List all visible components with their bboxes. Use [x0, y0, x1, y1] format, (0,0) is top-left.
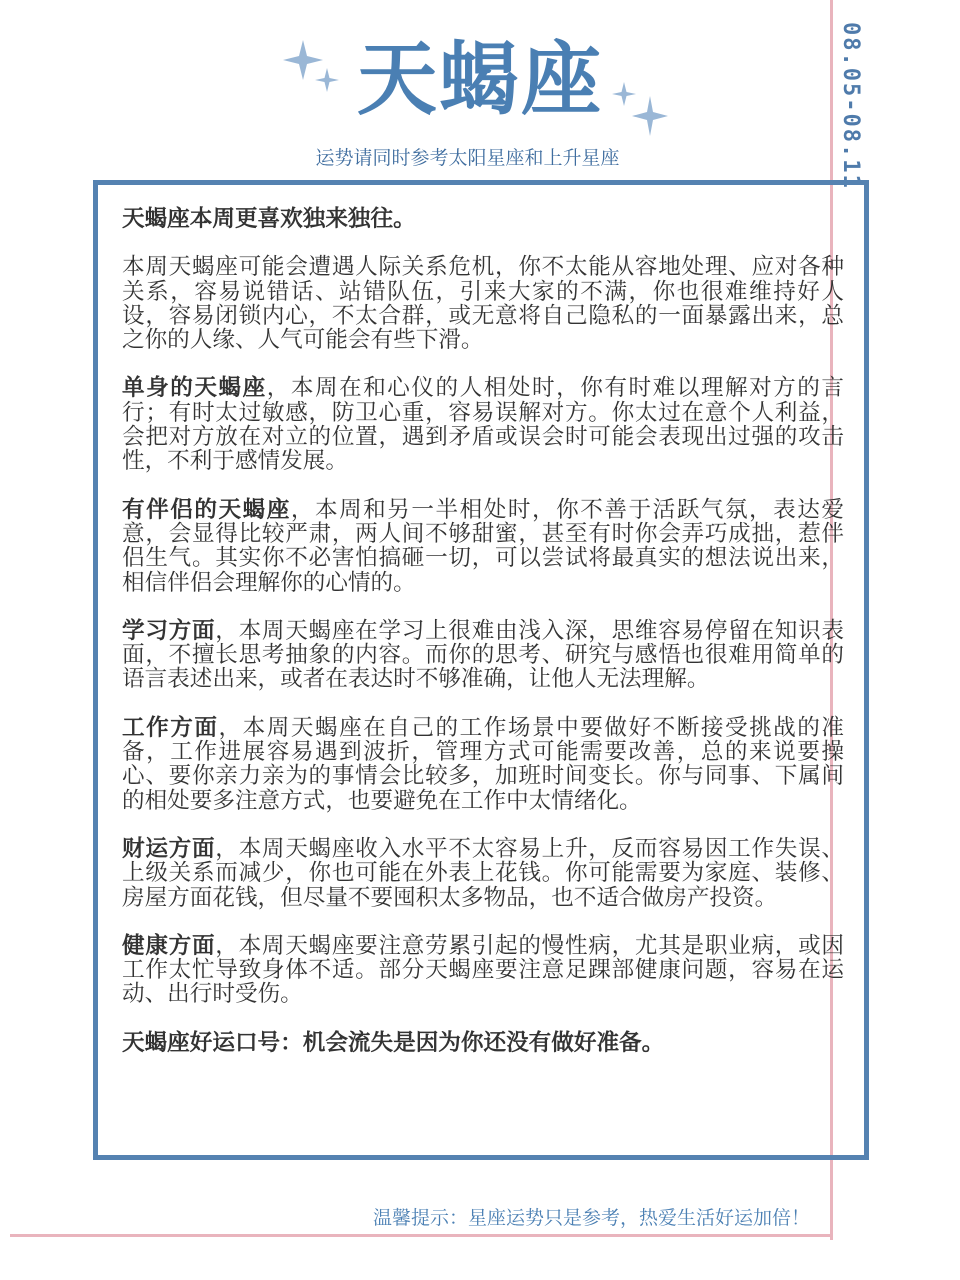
section-wealth — [122, 837, 844, 910]
section-body: ，本周天蝎座收入水平不太容易上升，反而容易因工作失误、上级关系而减少，你也可能在外表上花钱。你可能需要为家庭、装修、房屋方面花钱，但尽量不要囤积太多物品，也不适合做房产投资。 — [122, 835, 845, 911]
pink-horizontal-line — [10, 1234, 833, 1237]
section-partnered — [122, 498, 844, 595]
section-study — [122, 619, 844, 692]
page-subtitle: 运势请同时参考太阳星座和上升星座 — [315, 147, 620, 169]
section-heading: 学习方面 — [122, 617, 216, 644]
section-body: ，本周在和心仪的人相处时，你有时难以理解对方的言行；有时太过敏感，防卫心重，容易误解对方。你太过在意个人利益，会把对方放在对立的位置，遇到矛盾或误会时可能会表现出过强的攻击性，不利于感情发展。 — [122, 375, 845, 475]
date-range: 08.05-08.11 — [838, 22, 863, 190]
section-heading: 单身的天蝎座 — [122, 375, 267, 402]
section-body: ，本周和另一半相处时，你不善于活跃气氛，表达爱意，会显得比较严肃，两人间不够甜蜜，甚至有时你会弄巧成拙，惹伴侣生气。其实你不必害怕搞砸一切，可以尝试将最真实的想法说出来，相信伴侣会理解你的心情的。 — [122, 496, 845, 596]
section-body: ，本周天蝎座要注意劳累引起的慢性病，尤其是职业病，或因工作太忙导致身体不适。部分天蝎座要注意足踝部健康问题，容易在运动、出行时受伤。 — [122, 932, 845, 1008]
section-heading: 有伴侣的天蝎座 — [122, 496, 291, 523]
section-heading: 财运方面 — [122, 835, 216, 862]
section-work — [122, 716, 844, 813]
horoscope-content-box — [93, 180, 869, 1160]
section-health — [122, 934, 844, 1007]
intro-text: 天蝎座本周更喜欢独来独往。 — [122, 206, 416, 232]
overview-text: 本周天蝎座可能会遭遇人际关系危机，你不太能从容地处理、应对各种关系，容易说错话、站错队伍，引来大家的不满，你也很难维持好人设，容易闭锁内心，不太合群，或无意将自己隐私的一面暴露出来，总之你的人缘、人气可能会有些下滑。 — [122, 254, 844, 354]
section-body: ，本周天蝎座在自己的工作场景中要做好不断接受挑战的准备，工作进展容易遇到波折，管理方式可能需要改善，总的来说要操心、要你亲力亲为的事情会比较多，加班时间变长。你与同事、下属间的相处要多注意方式，也要避免在工作中太情绪化。 — [122, 714, 845, 814]
section-body: ，本周天蝎座在学习上很难由浅入深，思维容易停留在知识表面，不擅长思考抽象的内容。而你的思考、研究与感悟也很难用简单的语言表述出来，或者在表达时不够准确，让他人无法理解。 — [122, 617, 845, 693]
footer-tip: 温馨提示：星座运势只是参考，热爱生活好运加倍！ — [372, 1207, 810, 1229]
section-heading: 工作方面 — [122, 714, 219, 741]
lucky-slogan: 天蝎座好运口号：机会流失是因为你还没有做好准备。 — [122, 1029, 665, 1056]
page-title: 天蝎座 — [357, 33, 603, 126]
section-single — [122, 376, 844, 473]
section-heading: 健康方面 — [122, 932, 216, 959]
